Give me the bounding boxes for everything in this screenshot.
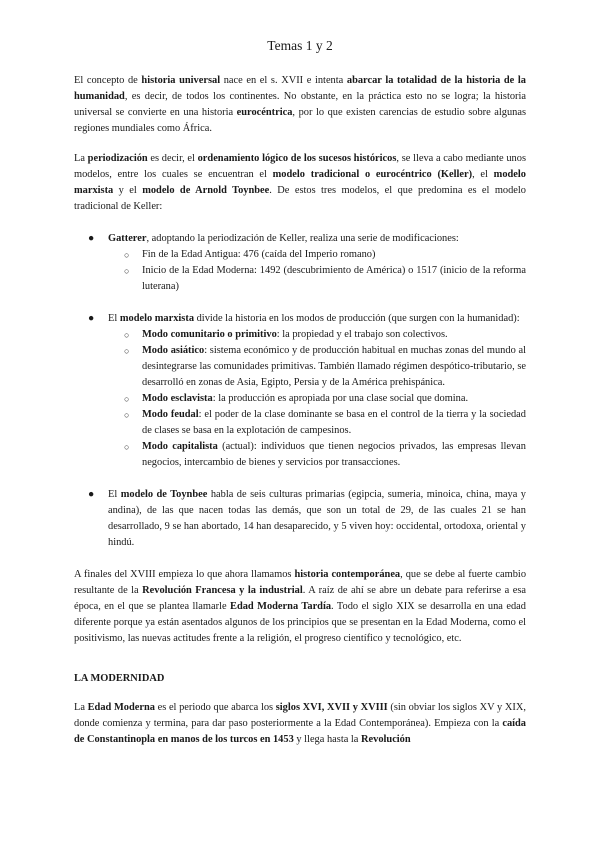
- text: , el: [472, 169, 494, 180]
- sub-list-item: [124, 327, 526, 343]
- sub-list-item: [124, 439, 526, 471]
- text: El: [108, 489, 121, 500]
- text: : la producción es apropiada por una clase social que domina.: [212, 393, 469, 404]
- page-title: Temas 1 y 2: [267, 38, 333, 53]
- text: , que se debe al fuerte cambio resultante de la: [74, 569, 527, 596]
- bold-term: Modo capitalista: [142, 441, 218, 452]
- bold-term: caída de Constantinopla en manos de los turcos en 1453: [74, 718, 526, 745]
- sub-list-item: [124, 247, 526, 263]
- bullet-icon: ●: [88, 313, 95, 324]
- circle-bullet-icon: ○: [124, 410, 130, 420]
- bold-term: modelo marxista: [74, 169, 526, 196]
- bold-term: modelo de Arnold Toynbee: [142, 185, 270, 196]
- circle-bullet-icon: ○: [124, 266, 130, 276]
- text: (actual): individuos que tienen negocios privados, las empresas llevan negocios, intercambio de bienes y servicios por transacciones.: [142, 441, 526, 468]
- paragraph-periodizacion: [74, 151, 526, 215]
- bold-term: Modo esclavista: [142, 393, 213, 404]
- text: y el: [113, 185, 143, 196]
- text: El concepto de: [74, 75, 142, 86]
- text: nace en el s. XVII e intenta: [220, 75, 347, 86]
- text: : sistema económico y de producción habitual en muchas zonas del mundo al desintegrarse las comunidades primitivas. También llamado régimen despótico-tributario, se desarrolló en zonas de Asia, Egipto, Persia y de la América prehispánica.: [142, 345, 526, 388]
- text: , es decir, de todos los continentes. No obstante, en la práctica esto no se logra; la historia universal se convierte en una historia: [74, 91, 526, 118]
- bold-term: Modo comunitario o primitivo: [142, 329, 277, 340]
- circle-bullet-icon: ○: [124, 346, 130, 356]
- list-item-marxista: [74, 311, 526, 471]
- bold-term: Edad Moderna: [87, 702, 155, 713]
- bold-term: historia universal: [141, 75, 221, 86]
- sub-list-item: [124, 263, 526, 295]
- text: El: [108, 313, 120, 324]
- bold-term: abarcar la totalidad de la historia de la humanidad: [74, 75, 526, 102]
- models-list: [74, 231, 526, 551]
- text: Inicio de la Edad Moderna: 1492 (descubrimiento de América) o 1517 (inicio de la reforma luterana): [142, 265, 526, 292]
- bold-term: modelo marxista: [119, 313, 195, 324]
- circle-bullet-icon: ○: [124, 250, 130, 260]
- sub-list-item: [124, 343, 526, 391]
- text: habla de seis culturas primarias (egipcia, sumeria, minoica, china, maya y andina), de las que nacen todas las demás, que son un total de 29, de las cuales 21 se han desarrollado, 9 se han abortado, 14 han desaparecido, y 5 viven hoy: occidental, ortodoxa, oriental y hindú.: [108, 489, 526, 548]
- text: La: [74, 153, 88, 164]
- sub-list-item: [124, 407, 526, 439]
- text: . De estos tres modelos, el que predomina es el modelo tradicional de Keller:: [74, 185, 526, 212]
- text: (sin obviar los siglos XV y XIX, donde comienza y termina, para dar paso posteriormente a la Edad Contemporánea). Empieza con la: [74, 702, 526, 729]
- text: y llega hasta la: [293, 734, 362, 745]
- bold-term: modelo tradicional o eurocéntrico (Keller): [272, 169, 473, 180]
- bold-term: Revolución Francesa y la industrial: [142, 585, 303, 596]
- bold-term: Edad Moderna Tardía: [230, 601, 332, 612]
- text: , por lo que existen carencias de estudio sobre algunas regiones mundiales como África.: [74, 107, 526, 134]
- text: : el poder de la clase dominante se basa en el control de la tierra y la sociedad de clases se basa en la explotación de campesinos.: [142, 409, 526, 436]
- text: : la propiedad y el trabajo son colectivos.: [276, 329, 448, 340]
- bold-term: eurocéntrica: [236, 107, 293, 118]
- bullet-icon: ●: [88, 489, 95, 500]
- list-item-gatterer: [74, 231, 526, 295]
- paragraph-edad-moderna: [74, 700, 526, 748]
- text: divide la historia en los modos de producción (que surgen con la humanidad):: [194, 313, 520, 324]
- bold-term: historia contemporánea: [294, 569, 401, 580]
- circle-bullet-icon: ○: [124, 394, 130, 404]
- section-heading: LA MODERNIDAD: [74, 673, 165, 684]
- bold-term: siglos XVI, XVII y XVIII: [275, 702, 388, 713]
- sub-list-item: [124, 391, 526, 407]
- text: La: [74, 702, 88, 713]
- circle-bullet-icon: ○: [124, 330, 130, 340]
- bold-term: Revolución: [361, 734, 411, 745]
- paragraph-historia-contemporanea: [74, 567, 526, 647]
- sublist-gatterer: [108, 247, 526, 295]
- bold-term: modelo de Toynbee: [120, 489, 208, 500]
- bold-term: periodización: [87, 153, 148, 164]
- text: , adoptando la periodización de Keller, realiza una serie de modificaciones:: [146, 233, 459, 244]
- sublist-modos: [108, 327, 526, 471]
- text: es el periodo que abarca los: [154, 702, 276, 713]
- text: Fin de la Edad Antigua: 476 (caída del Imperio romano): [142, 249, 376, 260]
- text: . A raíz de ahí se abre un debate para referirse a esa época, en el que se plantea llamarle: [74, 585, 526, 612]
- circle-bullet-icon: ○: [124, 442, 130, 452]
- bold-term: Modo asiático: [142, 345, 205, 356]
- bullet-icon: ●: [88, 233, 95, 244]
- bold-term: Gatterer: [108, 233, 147, 244]
- text: es decir, el: [147, 153, 198, 164]
- paragraph-historia-universal: [74, 73, 526, 137]
- bold-term: ordenamiento lógico de los sucesos históricos: [197, 153, 397, 164]
- text: . Todo el siglo XIX se desarrolla en una edad diferente porque ya están asentados algunos de los principios que se presentan en la Edad Moderna, como el positivismo, las nuevas actitudes frente a la religión, el progreso científico y tecnológico, etc.: [74, 601, 526, 644]
- text: A finales del XVIII empieza lo que ahora llamamos: [74, 569, 295, 580]
- list-item-toynbee: [74, 487, 526, 551]
- bold-term: Modo feudal: [142, 409, 199, 420]
- text: , se lleva a cabo mediante unos modelos, entre los cuales se encuentran el: [74, 153, 526, 180]
